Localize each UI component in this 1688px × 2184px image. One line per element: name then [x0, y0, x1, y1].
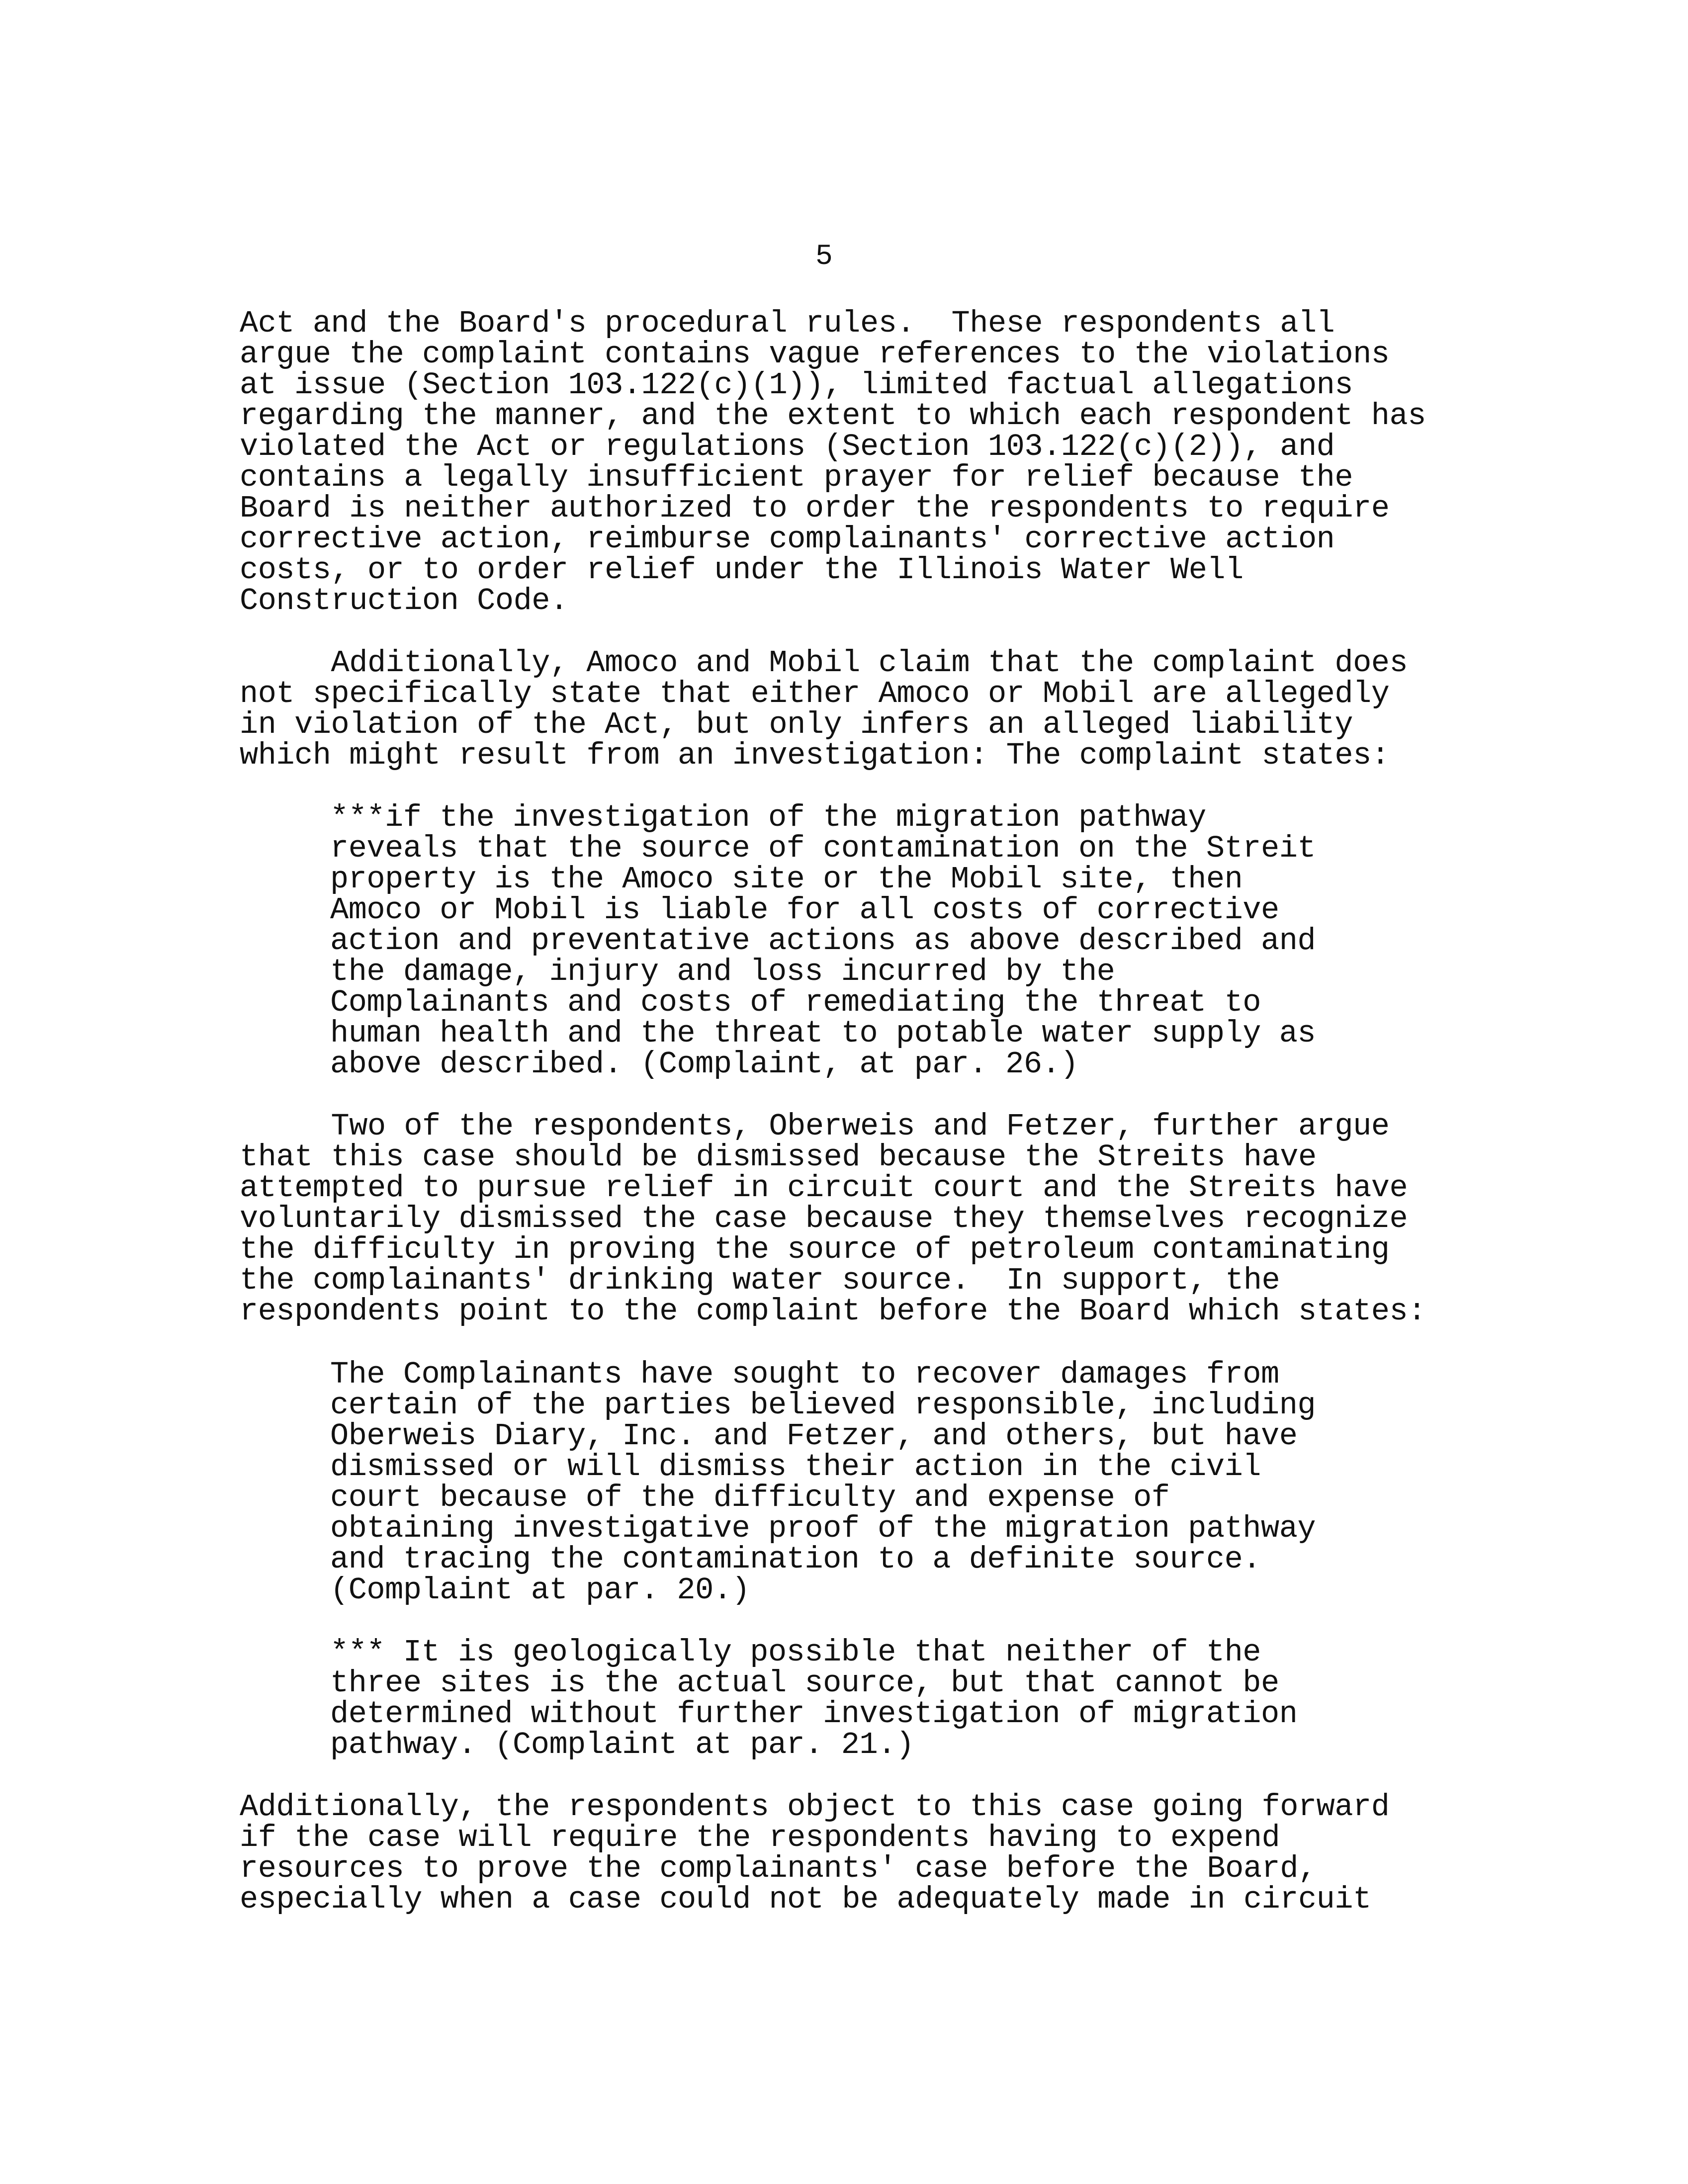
text-line: resources to prove the complainants' case before the Board, [240, 1851, 1317, 1886]
quote-line: dismissed or will dismiss their action in the civil [330, 1449, 1261, 1485]
quote-line: and tracing the contamination to a definite source. [330, 1542, 1261, 1577]
quote-line: The Complainants have sought to recover damages from [330, 1357, 1279, 1392]
text-line: costs, or to order relief under the Illinois Water Well [240, 552, 1244, 588]
quote-line: above described. (Complaint, at par. 26.) [330, 1047, 1078, 1082]
quote-line: human health and the threat to potable water supply as [330, 1016, 1316, 1051]
text-line: Additionally, Amoco and Mobil claim that the complaint does [240, 645, 1408, 681]
quote-line: determined without further investigation of migration [330, 1696, 1298, 1732]
quote-line: property is the Amoco site or the Mobil site, then [330, 862, 1243, 897]
text-line: Two of the respondents, Oberweis and Fetzer, further argue [240, 1109, 1390, 1144]
text-line: regarding the manner, and the extent to which each respondent has [240, 398, 1426, 434]
text-line: voluntarily dismissed the case because they themselves recognize [240, 1201, 1408, 1236]
text-line: attempted to pursue relief in circuit court and the Streits have [240, 1170, 1408, 1206]
quote-line: action and preventative actions as above described and [330, 923, 1316, 959]
quote-line: Complainants and costs of remediating the threat to [330, 985, 1261, 1020]
quote-line: ***if the investigation of the migration pathway [330, 800, 1206, 835]
text-line: Additionally, the respondents object to this case going forward [240, 1789, 1390, 1825]
text-line: the difficulty in proving the source of petroleum contaminating [240, 1232, 1390, 1267]
quote-line: obtaining investigative proof of the migration pathway [330, 1511, 1316, 1546]
text-line: corrective action, reimburse complainants' corrective action [240, 522, 1335, 557]
quote-line: *** It is geologically possible that neither of the [330, 1635, 1261, 1670]
text-line: respondents point to the complaint before the Board which states: [240, 1294, 1426, 1329]
quote-line: the damage, injury and loss incurred by the [330, 954, 1115, 989]
text-line: Board is neither authorized to order the respondents to require [240, 491, 1390, 526]
text-line: that this case should be dismissed because the Streits have [240, 1139, 1317, 1175]
quote-line: (Complaint at par. 20.) [330, 1572, 750, 1608]
quote-line: reveals that the source of contamination on the Streit [330, 831, 1316, 866]
text-line: if the case will require the respondents having to expend [240, 1820, 1280, 1855]
page-number: 5 [815, 241, 833, 273]
text-line: contains a legally insufficient prayer for relief because the [240, 460, 1353, 495]
text-line: in violation of the Act, but only infers an alleged liability [240, 707, 1353, 742]
text-line: violated the Act or regulations (Section 103.122(c)(2)), and [240, 429, 1335, 464]
quote-line: Oberweis Diary, Inc. and Fetzer, and others, but have [330, 1418, 1298, 1454]
text-line: the complainants' drinking water source. In support, the [240, 1263, 1280, 1298]
quote-line: court because of the difficulty and expense of [330, 1480, 1170, 1515]
text-line: especially when a case could not be adequately made in circuit [240, 1882, 1371, 1917]
text-line: Construction Code. [240, 583, 568, 618]
text-line: at issue (Section 103.122(c)(1)), limited factual allegations [240, 367, 1353, 403]
quote-line: pathway. (Complaint at par. 21.) [330, 1727, 914, 1762]
quote-line: certain of the parties believed responsible, including [330, 1388, 1316, 1423]
quote-line: three sites is the actual source, but that cannot be [330, 1665, 1279, 1701]
text-line: not specifically state that either Amoco or Mobil are allegedly [240, 676, 1390, 711]
quote-line: Amoco or Mobil is liable for all costs of corrective [330, 892, 1279, 928]
text-line: which might result from an investigation: The complaint states: [240, 738, 1390, 773]
text-line: argue the complaint contains vague references to the violations [240, 337, 1390, 372]
text-line: Act and the Board's procedural rules. These respondents all [240, 306, 1335, 341]
